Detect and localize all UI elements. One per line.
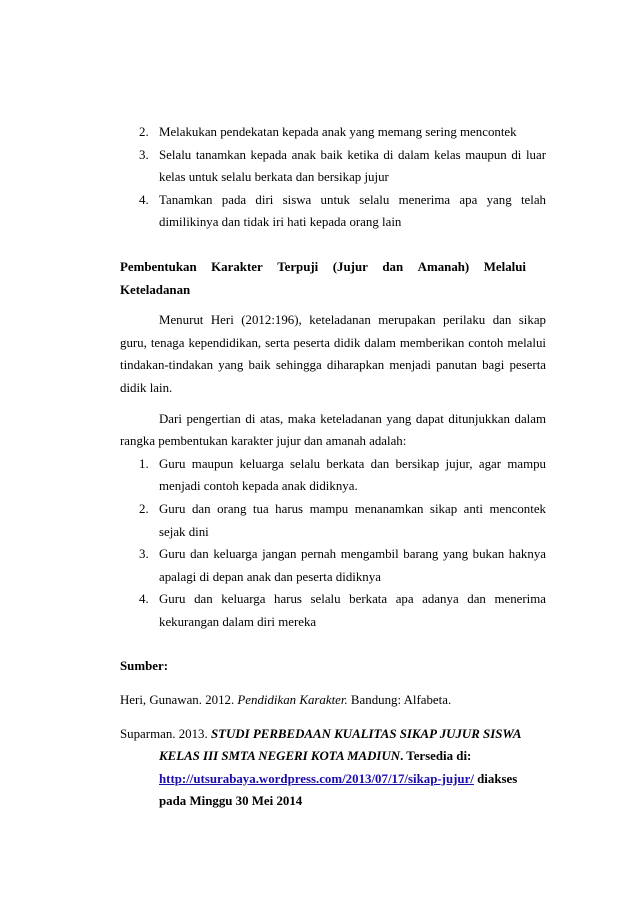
ref-publisher: Bandung: Alfabeta. <box>347 693 452 708</box>
ref-url-link[interactable]: http://utsurabaya.wordpress.com/2013/07/17/sikap-jujur/ <box>159 771 474 786</box>
sources-title: Sumber: <box>120 659 168 674</box>
ref-title: STUDI PERBEDAAN KUALITAS SIKAP JUJUR SISWA KELAS III SMTA NEGERI KOTA MADIUN <box>159 726 521 764</box>
ref-access-date: diakses pada Minggu 30 Mei 2014 <box>159 771 518 809</box>
list-text: Guru dan keluarga jangan pernah mengambil barang yang bukan haknya apalagi di depan anak dan peserta didiknya <box>159 547 546 584</box>
ref-title: Pendidikan Karakter. <box>237 693 348 708</box>
list-item <box>120 543 546 588</box>
list-item <box>120 189 546 234</box>
list-item <box>120 498 546 543</box>
ref-author: Suparman. 2013. <box>120 726 211 741</box>
heading-word: Karakter <box>211 259 263 274</box>
list-text: Selalu tanamkan kepada anak baik ketika di dalam kelas maupun di luar kelas untuk selalu berkata dan bersikap jujur <box>159 147 546 185</box>
ref-available: . Tersedia di: <box>400 749 472 764</box>
list-text: Guru dan keluarga harus selalu berkata apa adanya dan menerima kekurangan dalam diri mereka <box>159 592 546 629</box>
heading-word: Melalui <box>483 259 526 274</box>
list-number: 4. <box>139 192 149 207</box>
list-text: Guru maupun keluarga selalu berkata dan bersikap jujur, agar mampu menjadi contoh kepada anak didiknya. <box>159 456 546 494</box>
list-prevention-tips <box>120 121 546 234</box>
reference-1 <box>120 689 546 712</box>
section-heading <box>120 256 546 301</box>
list-number: 2. <box>139 125 149 139</box>
list-item <box>120 588 546 633</box>
list-number: 2. <box>139 501 149 516</box>
list-item <box>120 453 546 498</box>
list-item <box>120 144 546 189</box>
reference-2 <box>120 723 546 813</box>
list-text: Tanamkan pada diri siswa untuk selalu menerima apa yang telah dimilikinya dan tidak iri hati kepada orang lain <box>159 192 546 230</box>
list-number: 1. <box>139 456 149 471</box>
list-text: Guru dan orang tua harus mampu menanamkan sikap anti mencontek sejak dini <box>159 501 546 539</box>
heading-word: Pembentukan <box>120 259 197 274</box>
heading-word: (Jujur <box>332 259 368 274</box>
list-number: 3. <box>139 147 149 162</box>
heading-word: dan <box>382 259 404 274</box>
list-number: 4. <box>139 592 149 607</box>
ref-author: Heri, Gunawan. 2012. <box>120 693 238 708</box>
heading-word: Amanah) <box>417 259 470 274</box>
list-item <box>120 121 546 144</box>
heading-word: Terpuji <box>277 259 319 274</box>
heading-word: Keteladanan <box>120 282 191 297</box>
list-number: 3. <box>139 547 149 562</box>
list-text: Melakukan pendekatan kepada anak yang memang sering mencontek <box>159 125 517 139</box>
paragraph-definition: Menurut Heri (2012:196), keteladanan merupakan perilaku dan sikap guru, tenaga kependidikan, serta peserta didik dalam memberikan contoh melalui tindakan-tindakan yang baik sehingga diharapkan menjadi panutan bagi peserta didik lain. <box>120 313 546 395</box>
list-role-model-tips <box>120 453 546 634</box>
paragraph-intro: Dari pengertian di atas, maka keteladanan yang dapat ditunjukkan dalam rangka pembentukan karakter jujur dan amanah adalah: <box>120 411 546 449</box>
